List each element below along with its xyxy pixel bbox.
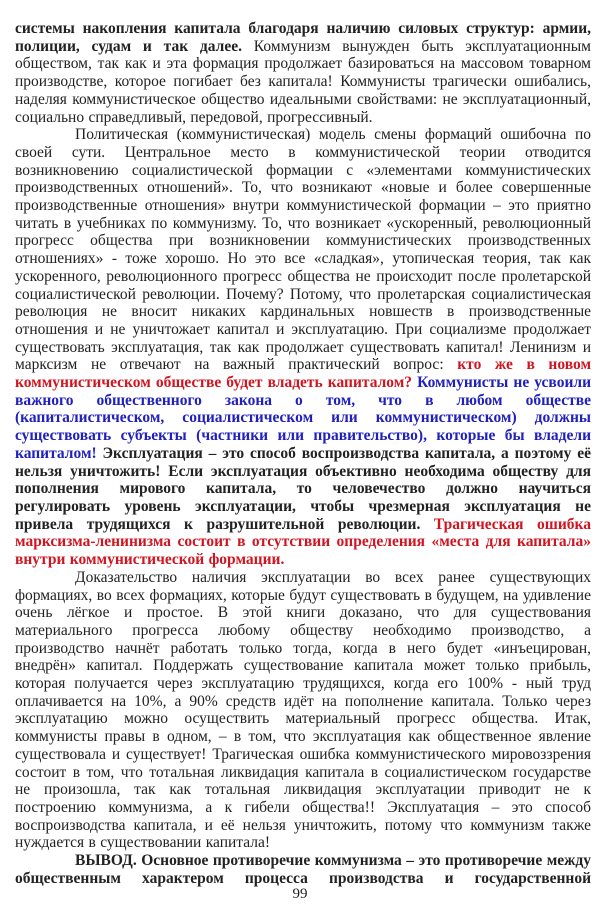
run-bold-capital-systems: системы накопления капитала благодаря наличию силовых структур: армии, полиции, судам и так далее. [15, 20, 591, 55]
run-communism-exploitative: Коммунизм вынужден быть эксплуатационным обществом, так как и эта формация продолжает базироваться на массовом товарном производстве, которое погибает без капитала! Коммунисты трагически ошибались, наделяя коммунистическое общество идеальными свойствами: не эксплуатационный, социально справедливый, передовой, прогрессивный. [15, 37, 591, 126]
run-political-model: Политическая (коммунистическая) модель смены формаций ошибочна по своей сути. Центральное место в коммунистической теории отводится возникновению социалистической формации с «элементами коммунистических производственных отношений». То, что возникают «новые и более совершенные производственные отношения» внутри коммунистической формации – это приятно читать в учебниках по коммунизму. То, что возникает «ускоренный, революционный прогресс общества при возникновении коммунистических производственных отношениях» - тоже хорошо. Но это все «сладкая», утопическая теория, так как ускоренного, революционного прогресс общества не происходит после пролетарской социалистической революции. Почему? Потому, что пролетарская социалистическая революция не вносит никаких кардинальных новшеств в производственные отношения и не уничтожает капитал и эксплуатацию. При социализме продолжает существовать эксплуатация, так как продолжает существовать капитал! Ленинизм и марксизм не отвечают на важный практический вопрос: [15, 126, 591, 374]
run-red-question: кто же в новом коммунистическом обществе будет владеть капиталом? [15, 356, 591, 392]
para-continuation [15, 20, 591, 126]
para-political-model [15, 126, 591, 569]
page-number: 99 [292, 886, 308, 903]
run-red-tragic-error: Трагическая ошибка марксизма-ленинизма состоит в отсутствии определения «места для капитала» внутри коммунистической формации. [15, 515, 591, 569]
run-proof-of-exploitation: Доказательство наличия эксплуатации во всех ранее существующих формациях, во всех формациях, которые будут существовать в будущем, на удивление очень лёгкое и простое. В этой книги доказано, что для существования материального прогресса любому обществу необходимо производство, а производство начнёт работать только тогда, когда в него будет «инъецирован, внедрён» капитал. Поддержать существование капитала может только прибыль, которая получается через эксплуатацию трудящихся, когда его 100% - ный труд оплачивается на 10%, а 90% средств идёт на пополнение капитала. Только через эксплуатацию можно осуществить материальный прогресс общества. Итак, коммунисты правы в одном, – в том, что эксплуатация как общественное явление существовала и существует! Трагическая ошибка коммунистического мировоззрения состоит в том, что тотальная ликвидация капитала в социалистическом государстве не произошла, так как тотальная ликвидация эксплуатации приводит не к построению коммунизма, а к гибели общества!! Эксплуатация – это способ воспроизводства капитала, и её нельзя уничтожить, потому что коммунизм также нуждается в существовании капитала! [15, 568, 591, 852]
run-blue-statement: Коммунисты не усвоили важного общественного закона о том, что в любом обществе (капиталистическом, социалистическом или коммунистическом) должны существовать субъекты (частники или правительство), которые бы владели капиталом! [15, 374, 592, 462]
run-bold-exploitation: Эксплуатация – это способ воспроизводства капитала, а поэтому её нельзя уничтожить! Если эксплуатация объективно необходима обществу для пополнения мирового капитала, то человечество должно научиться регулировать уровень эксплуатации, чтобы чрезмерная эксплуатация не привела трудящихся к разрушительной революции. [15, 444, 591, 533]
run-conclusion: ВЫВОД. Основное противоречие коммунизма – это противоречие между общественным характером процесса производства и государственной [15, 852, 591, 887]
para-proof [15, 569, 591, 852]
para-conclusion [15, 852, 591, 887]
